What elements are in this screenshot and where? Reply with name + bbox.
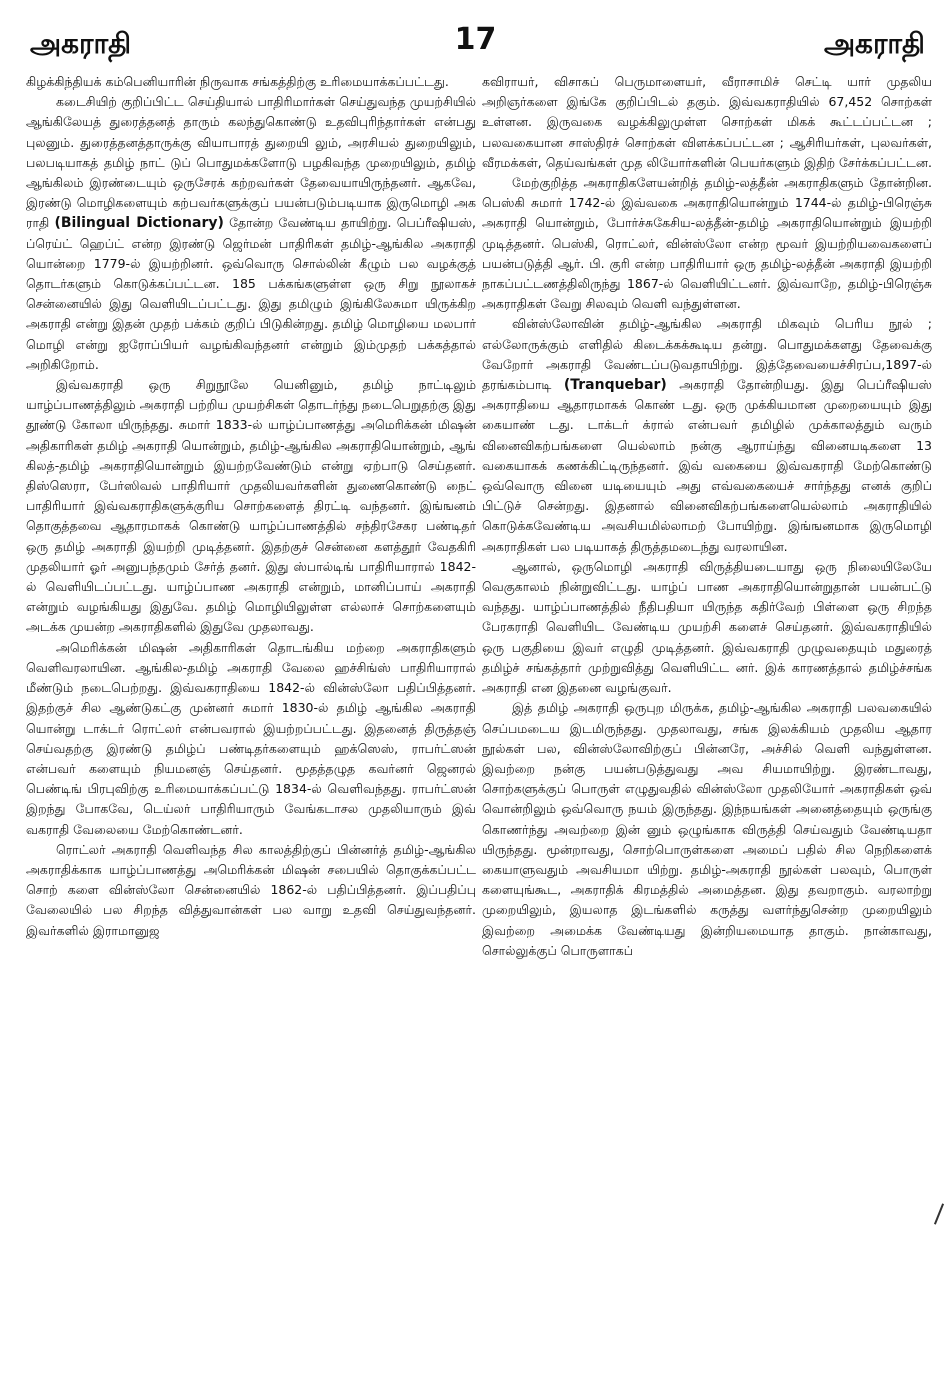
right-paragraph-3-text-a: வின்ஸ்லோவின் தமிழ்-ஆங்கில அகராதி மிகவும் பெரிய நூல் ; எல்லோருக்கும் எளிதில் கிடைக்கக்கூடிய தன்று. பொதுமக்களது தேவைக்கு வேறோர் அகராதி வேண்டப்படுவதாயிற்று. இத்தேவையைச்சிரப்ப,1897-ல் தரங்கம்பாடி xyxy=(482,316,932,393)
left-paragraph-2 xyxy=(26,92,476,375)
left-paragraph-2-text-b: தோன்ற வேண்டிய தாயிற்று. பெப்ரீஷியஸ், ப்ரெய்ட் ஹெப்ட் என்ற இரண்டு ஜெர்மன் பாதிரிகள் தமிழ்-ஆங்கில அகராதி யொன்றை 1779-ல் இயற்றினர். ஒவ்வொரு சொல்லின் கீழும் பல வழக்குத் தொடர்களும் கொடுக்கப்பட்டன. 185 பக்கங்களுள்ள ஒரு சிறு நூலாகச் சென்னையில் இது வெளியிடப்பட்டது. இது தமிழும் இங்கிலேசுமா யிருக்கிற அகராதி என்று இதன் முதற் பக்கம் குறிப் பிடுகின்றது. தமிழ் மொழியை மலபார் மொழி என்று ஐரோப்பியர் வழங்கிவந்தனர் என்றும் இம்முதற் பக்கத்தால் அறிகிறோம். xyxy=(26,215,476,372)
bilingual-dictionary-term: (Bilingual Dictionary) xyxy=(54,215,224,232)
right-paragraph-1: கவிராயர், விசாகப் பெருமாளையர், வீராசாமிச் செட்டி யார் முதலிய அறிஞர்களை இங்கே குறிப்பிடல் தகும். இவ்வகராதியில் 67,452 சொற்கள் உள்ளன. இருவகை வழக்கிலுமுள்ள சொற்கள் மிகக் கூட்டப்பட்டன ; பலவகையான சாஸ்திரச் சொற்கள் விளக்கப்பட்டன ; ஆசிரியர்கள், புலவர்கள், வீரமக்கள், தெய்வங்கள் முத லியோர்களின் பெயர்களும் இதிற் சேர்க்கப்பட்டன. xyxy=(482,74,932,170)
right-paragraph-3-text-b: அகராதி தோன்றியது. இது பெப்ரீஷியஸ் அகராதியை ஆதாரமாகக் கொண் டது. ஒரு முக்கியமான முறையையும் இது கையாண் டது. டாக்டர் க்ரால் என்பவர் தமிழில் முக்காலத்தும் வரும் வினைவிகற்பங்களை யெல்லாம் நன்கு ஆராய்ந்து வினையடிகளை 13 வகையாகக் கணக்கிட்டிருந்தனர். இவ் வகையை இவ்வகராதி மேற்கொண்டு ஒவ்வொரு வினை யடியையும் அது எவ்வகையைச் சார்ந்தது எனக் குறிப் பிட்டுச் சென்றது. இதனால் வினைவிகற்பங்களையெல்லாம் அகராதியில் கொடுக்கவேண்டிய அவசியமில்லாமற் போயிற்று. இங்ஙனமாக இருமொழி அகராதிகள் பல படியாகத் திருத்தமடைந்து வரலாயின. xyxy=(482,377,932,554)
left-paragraph-3: இவ்வகராதி ஒரு சிறுநூலே யெனினும், தமிழ் நாட்டிலும் யாழ்ப்பாணத்திலும் அகராதி பற்றிய முயற்சிகள் தொடர்ந்து நடைபெறுதற்கு இது தூண்டு கோலா யிருந்தது. சுமார் 1833-ல் யாழ்ப்பாணத்து அமெரிக்கன் மிஷன் அதிகாரிகள் தமிழ் அகராதி யொன்றும், தமிழ்-ஆங்கில அகராதியொன்றும், ஆங் கிலத்-தமிழ் அகராதியொன்றும் இயற்றவேண்டும் என்று ஏற்பாடு செய்தனர். திஸ்ஸெரா, பேர்ஸிவல் பாதிரியார் முதலியவர்களின் துணைகொண்டு நைட் பாதிரியார் இவ்வகராதிகளுக்குரிய சொற்களைத் திரட்டி வந்தனர். இங்ஙனம் தொகுத்தவை ஆதாரமாகக் கொண்டு யாழ்ப்பாணத்தில் சந்திரசேகர பண்டிதர் ஒரு தமிழ் அகராதி இயற்றி முடித்தனர். இதற்குச் சென்னை களத்தூர் வேதகிரி முதலியார் ஓர் அனுபந்தமும் சேர்த் தனர். இது ஸ்பால்டிங் பாதிரியாரால் 1842-ல் வெளியிடப்பட்டது. யாழ்ப்பாண அகராதி என்றும், மானிப்பாய் அகராதி என்றும் வழங்கியது இதுவே. தமிழ் மொழியிலுள்ள எல்லாச் சொற்களையும் அடக்க முயன்ற அகராதிகளில் இதுவே முதலாவது. xyxy=(26,377,476,635)
left-paragraph-1: கிழக்கிந்தியக் கம்பெனியாரின் நிருவாக சங்கத்திற்கு உரிமையாக்கப்பட்டது. xyxy=(26,74,449,89)
margin-pen-mark xyxy=(934,1203,944,1224)
right-column xyxy=(482,72,932,1377)
left-paragraph-5: ரொட்லர் அகராதி வெளிவந்த சில காலத்திற்குப் பின்னர்த் தமிழ்-ஆங்கில அகராதிக்காக யாழ்ப்பாணத்து அமெரிக்கன் மிஷன் சபையில் தொகுக்கப்பட்ட சொற் களை வின்ஸ்லோ சென்னையில் 1862-ல் பதிப்பித்தனர். இப்பதிப்பு வேலையில் பல சிறந்த வித்துவான்கள் பல வாறு உதவி செய்துவந்தனர். இவர்களில் இராமானுஜ xyxy=(26,841,476,938)
right-paragraph-5: இத் தமிழ் அகராதி ஒருபுற மிருக்க, தமிழ்-ஆங்கில அகராதி பலவகையில் செப்பமடைய இடமிருந்தது. முதலாவது, சங்க இலக்கியம் முதலிய ஆதார நூல்கள் பல, வின்ஸ்லோவிற்குப் பின்னரே, அச்சில் வெளி வந்துள்ளன. இவற்றை நன்கு பயன்படுத்துவது அவ சியமாயிற்று. இரண்டாவது, சொற்களுக்குப் பொருள் எழுதுவதில் வின்ஸ்லோ முதலியோர் அகராதிகள் ஒவ் வொன்றிலும் ஒவ்வொரு நயம் இருந்தது. இந்நயங்கள் அனைத்தையும் ஒருங்கு கொணர்ந்து அவற்றை இன் னும் ஒழுங்காக விருத்தி செய்வதும் வேண்டியதா யிருந்தது. மூன்றாவது, சொற்பொருள்களை அமைப் பதில் சில நெறிகளைக் கையாளுவதும் அவசியமா யிற்று. தமிழ்-அகராதி நூல்கள் பலவும், பொருள் களையுங்கூட, அகராதிக் கிரமத்தில் அமைத்தன. இது தவறாகும். வரலாற்று முறையிலும், இயலாத இடங்களில் கருத்து வளர்ந்துசென்ற முறையிலும் இவற்றை அமைக்க வேண்டியது இன்றியமையாத தாகும். நான்காவது, சொல்லுக்குப் பொருளாகப் xyxy=(482,700,932,958)
right-paragraph-2: மேற்குறித்த அகராதிகளேயன்றித் தமிழ்-லத்தீன் அகராதிகளும் தோன்றின. பெஸ்கி சுமார் 1742-ல் இவ்வகை அகராதியொன்றும் 1744-ல் தமிழ்-பிரெஞ்சு அகராதி யொன்றும், போர்ச்சுகேசிய-லத்தீன்-தமிழ் அகராதியொன்றும் இயற்றி முடித்தனர். பெஸ்கி, ரொட்லர், வின்ஸ்லோ என்ற மூவர் இயற்றியவைகளைப் பயன்படுத்தி ஆர். பி. குரி என்ற பாதிரியார் ஒரு தமிழ்-லத்தீன் அகராதி இயற்றி நாகப்பட்டணத்திலிருந்து 1867-ல் வெளியிட்டனர். இவ்வாறே, தமிழ்-பிரெஞ்சு அகராதிகள் வேறு சிலவும் வெளி வந்துள்ளன. xyxy=(482,175,932,312)
running-title-left: அகராதி xyxy=(30,27,132,60)
page-number: 17 xyxy=(454,22,497,57)
right-paragraph-4: ஆனால், ஒருமொழி அகராதி விருத்தியடையாது ஒரு நிலையிலேயே வெகுகாலம் நின்றுவிட்டது. யாழ்ப் பாண அகராதியொன்றுதான் பயன்பட்டு வந்தது. யாழ்ப்பாணத்தில் நீதிபதியா யிருந்த கதிர்வேற் பிள்ளை ஒரு சிறந்த பேரகராதி வெளியிட வேண்டிய முயற்சி களைச் செய்தனர். இவ்வகராதியில் ஒரு பகுதியை இவர் எழுதி முடித்தனர். இவ்வகராதி முழுவதையும் மதுரைத் தமிழ்ச் சங்கத்தார் முற்றுவித்து வெளியிட்ட னர். இக் காரணத்தால் தமிழ்ச்சங்க அகராதி என இதனை வழங்குவர். xyxy=(482,558,932,696)
left-paragraph-4: அமெரிக்கன் மிஷன் அதிகாரிகள் தொடங்கிய மற்றை அகராதிகளும் வெளிவரலாயின. ஆங்கில-தமிழ் அகராதி வேலை ஹச்சிங்ஸ் பாதிரியாரால் மீண்டும் நடைபெற்றது. இவ்வகராதியை 1842-ல் வின்ஸ்லோ பதிப்பித்தனர். இதற்குச் சில ஆண்டுகட்கு முன்னர் சுமார் 1830-ல் தமிழ் ஆங்கில அகராதி யொன்று டாக்டர் ரொட்லர் என்பவரால் இயற்றப்பட்டது. இதனைத் திருத்தஞ் செய்வதற்கு இரண்டு தமிழ்ப் பண்டிதர்களையும் ஹக்ஸெஸ், ராபர்ட்ஸன் என்பவர் களையும் நியமனஞ் செய்தனர். மூதத்தழுத கவர்னர் ஜெனரல் பெண்டிங் பிரபுவிற்கு உரிமையாக்கப்பட்டு 1834-ல் வெளிவந்தது. ராபர்ட்ஸன் இறந்து போகவே, டெய்லர் பாதிரியாரும் வேங்கடாசல முதலியாரும் இவ் வகராதி வேலையை மேற்கொண்டனர். xyxy=(26,639,476,837)
running-title-right: அகராதி xyxy=(823,27,925,60)
right-paragraph-3 xyxy=(482,314,932,556)
left-column xyxy=(26,72,476,1377)
tranquebar-term: (Tranquebar) xyxy=(563,377,667,394)
left-paragraph-2-text-a: கடைசியிற் குறிப்பிட்ட செய்தியால் பாதிரிமார்கள் செய்துவந்த முயற்சியில் ஆங்கிலேயத் துரைத்தனத் தாரும் கலந்துகொண்டு உதவிபுரிந்தார்கள் என்பது புலனும். துரைத்தனத்தாருக்கு வியாபாரத் துறையி லும், அரசியல் துறையிலும், பலபடியாகத் தமிழ் நாட் டுப் பொதுமக்களோடு பழகிவந்த முறையிலும், தமிழ் ஆங்கிலம் இரண்டையும் ஒருசேரக் கற்றவர்கள் தேவையாயிருந்தனர். ஆகவே, இரண்டு மொழிகளையும் கற்பவர்களுக்குப் பயன்படும்படியாக இருமொழி அக ராதி xyxy=(26,94,476,231)
page-header xyxy=(0,0,951,70)
